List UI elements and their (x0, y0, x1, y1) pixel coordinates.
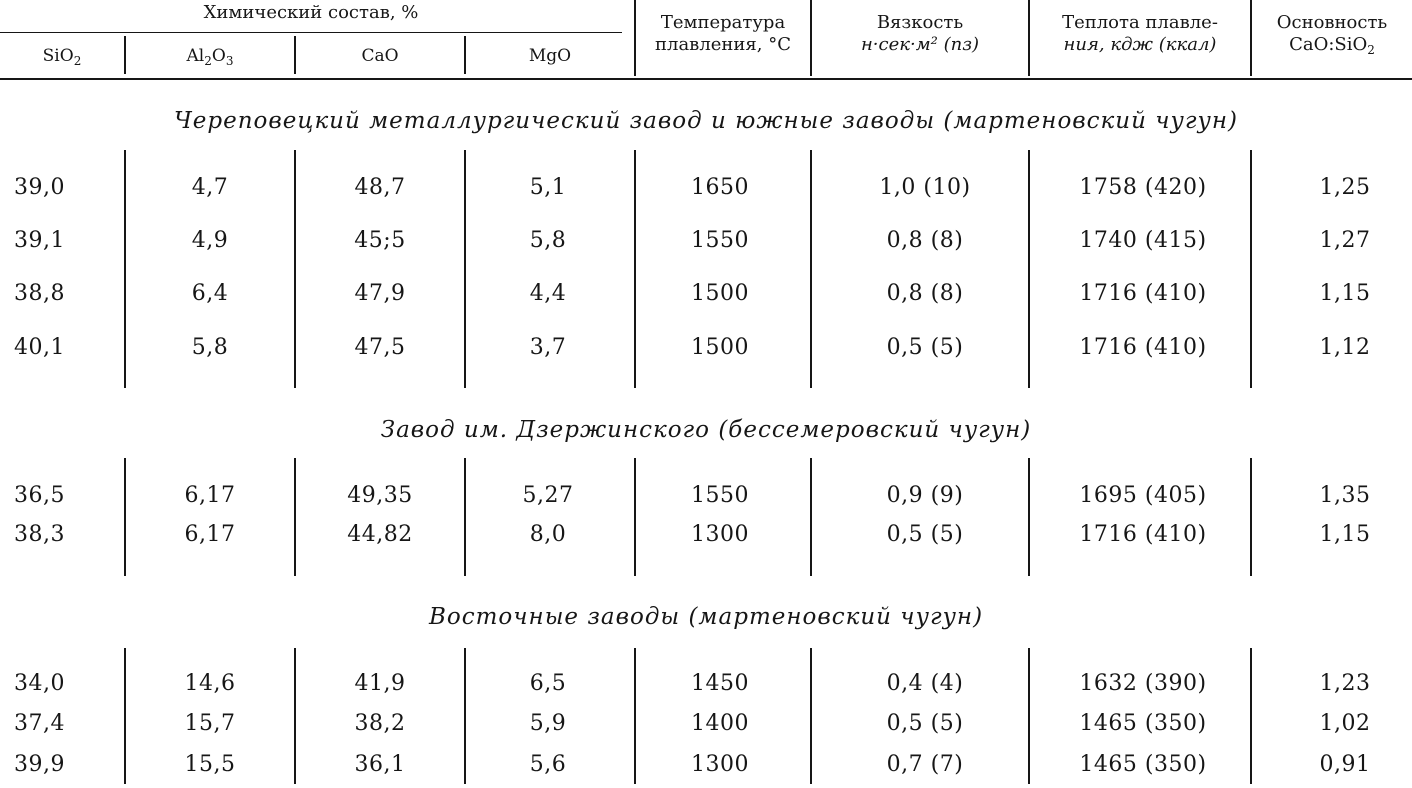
basic-label-line2: CaO:SiO (1289, 34, 1368, 55)
col-header-cao (296, 45, 464, 67)
table-cell-cao: 47,9 (354, 281, 406, 306)
table-cell-al2o3: 4,7 (191, 175, 229, 200)
cao-label: CaO (361, 46, 399, 66)
table-cell-al2o3: 15,7 (184, 711, 236, 736)
table-cell-basicity: 1,35 (1319, 483, 1371, 508)
col-header-mgo (466, 45, 634, 67)
table-cell-heat: 1465 (350) (1079, 752, 1207, 777)
table-cell-al2o3: 6,4 (191, 281, 229, 306)
table-cell-cao: 48,7 (354, 175, 406, 200)
table-cell-basicity: 1,27 (1319, 228, 1371, 253)
table-cell-mgo: 5,27 (522, 483, 574, 508)
table-cell-visc: 1,0 (10) (879, 175, 971, 200)
hdr-divider-5 (810, 0, 812, 76)
table-cell-temp: 1300 (691, 522, 749, 547)
table-cell-heat: 1716 (410) (1079, 281, 1207, 306)
table-cell-basicity: 1,02 (1319, 711, 1371, 736)
s2-divider-4 (634, 458, 636, 576)
al2o3-label-a: Al (186, 46, 205, 66)
hdr-divider-3 (464, 36, 466, 74)
s2-divider-6 (1028, 458, 1030, 576)
table-cell-sio2: 38,3 (14, 522, 65, 547)
chem-group-header (0, 2, 622, 24)
table-cell-al2o3: 5,8 (191, 335, 229, 360)
table-cell-al2o3: 4,9 (191, 228, 229, 253)
table-cell-heat: 1740 (415) (1079, 228, 1207, 253)
sio2-label: SiO (42, 46, 74, 66)
table-cell-mgo: 5,9 (529, 711, 567, 736)
table-cell-temp: 1550 (691, 228, 749, 253)
temp-label-line2: плавления, °С (655, 34, 791, 55)
hdr-divider-7 (1250, 0, 1252, 76)
table-cell-al2o3: 15,5 (184, 752, 236, 777)
table-cell-mgo: 5,8 (529, 228, 567, 253)
table-cell-basicity: 1,15 (1319, 281, 1371, 306)
table-cell-visc: 0,5 (5) (886, 335, 964, 360)
table-cell-visc: 0,5 (5) (886, 711, 964, 736)
s3-divider-6 (1028, 648, 1030, 784)
table-cell-cao: 49,35 (347, 483, 413, 508)
table-cell-mgo: 8,0 (529, 522, 567, 547)
table-cell-mgo: 3,7 (529, 335, 567, 360)
table-cell-sio2: 37,4 (14, 711, 65, 736)
table-cell-cao: 45;5 (354, 228, 406, 253)
table-cell-sio2: 36,5 (14, 483, 65, 508)
s1-divider-6 (1028, 150, 1030, 388)
header-bottom-rule (0, 78, 1412, 80)
al2o3-subscript-1: 2 (204, 54, 212, 68)
s1-divider-4 (634, 150, 636, 388)
table-cell-al2o3: 6,17 (184, 483, 236, 508)
table-cell-temp: 1500 (691, 281, 749, 306)
table-cell-visc: 0,8 (8) (886, 281, 964, 306)
s3-divider-2 (294, 648, 296, 784)
table-cell-cao: 47,5 (354, 335, 406, 360)
table-cell-al2o3: 6,17 (184, 522, 236, 547)
table-cell-visc: 0,8 (8) (886, 228, 964, 253)
s1-divider-2 (294, 150, 296, 388)
col-header-basicity (1252, 12, 1412, 57)
table-cell-sio2: 34,0 (14, 671, 65, 696)
table-cell-heat: 1758 (420) (1079, 175, 1207, 200)
table-cell-visc: 0,5 (5) (886, 522, 964, 547)
s2-divider-5 (810, 458, 812, 576)
table-cell-visc: 0,4 (4) (886, 671, 964, 696)
s3-divider-5 (810, 648, 812, 784)
hdr-divider-4 (634, 0, 636, 76)
table-cell-temp: 1550 (691, 483, 749, 508)
visc-label-line1: Вязкость (876, 12, 964, 33)
table-cell-sio2: 39,9 (14, 752, 65, 777)
table-cell-sio2: 38,8 (14, 281, 65, 306)
col-header-viscosity (812, 12, 1028, 56)
s3-divider-1 (124, 648, 126, 784)
header-subrule (0, 32, 622, 33)
table-cell-temp: 1650 (691, 175, 749, 200)
col-header-sio2 (0, 45, 124, 68)
table-cell-cao: 41,9 (354, 671, 406, 696)
col-header-temperature (636, 12, 810, 56)
visc-label-line2: н·сек·м² (пз) (860, 34, 980, 55)
table-cell-basicity: 1,23 (1319, 671, 1371, 696)
table-cell-temp: 1500 (691, 335, 749, 360)
table-cell-basicity: 1,25 (1319, 175, 1371, 200)
s2-divider-3 (464, 458, 466, 576)
section-title-3: Восточные заводы (мартеновский чугун) (428, 604, 984, 630)
table-cell-mgo: 4,4 (529, 281, 567, 306)
s3-divider-4 (634, 648, 636, 784)
table-cell-basicity: 1,15 (1319, 522, 1371, 547)
table-cell-temp: 1450 (691, 671, 749, 696)
table-cell-al2o3: 14,6 (184, 671, 236, 696)
s1-divider-7 (1250, 150, 1252, 388)
table-cell-cao: 44,82 (347, 522, 413, 547)
col-header-al2o3 (126, 45, 294, 68)
s1-divider-5 (810, 150, 812, 388)
table-cell-basicity: 1,12 (1319, 335, 1371, 360)
temp-label-line1: Температура (660, 12, 786, 33)
sio2-subscript: 2 (73, 54, 82, 68)
al2o3-subscript-2: 3 (225, 54, 234, 68)
table-cell-heat: 1465 (350) (1079, 711, 1207, 736)
s1-divider-1 (124, 150, 126, 388)
table-cell-heat: 1716 (410) (1079, 522, 1207, 547)
col-header-heat (1030, 12, 1250, 56)
table-cell-heat: 1695 (405) (1079, 483, 1207, 508)
table-cell-temp: 1300 (691, 752, 749, 777)
table-cell-mgo: 6,5 (529, 671, 567, 696)
s1-divider-3 (464, 150, 466, 388)
hdr-divider-2 (294, 36, 296, 74)
table-cell-heat: 1632 (390) (1079, 671, 1207, 696)
mgo-label: MgO (528, 46, 572, 66)
chem-group-label: Химический состав, % (203, 2, 419, 23)
table-cell-visc: 0,9 (9) (886, 483, 964, 508)
s2-divider-1 (124, 458, 126, 576)
basic-label-line1: Основность (1276, 12, 1388, 33)
table-cell-temp: 1400 (691, 711, 749, 736)
s3-divider-3 (464, 648, 466, 784)
s2-divider-2 (294, 458, 296, 576)
s2-divider-7 (1250, 458, 1252, 576)
section-title-2: Завод им. Дзержинского (бессемеровский чугун) (380, 417, 1032, 443)
al2o3-label-b: O (211, 46, 226, 66)
table-cell-cao: 38,2 (354, 711, 406, 736)
table-cell-sio2: 40,1 (14, 335, 65, 360)
hdr-divider-1 (124, 36, 126, 74)
basic-subscript: 2 (1367, 43, 1375, 57)
heat-label-line2: ния, кдж (ккал) (1063, 34, 1217, 55)
table-cell-mgo: 5,6 (529, 752, 567, 777)
table-cell-heat: 1716 (410) (1079, 335, 1207, 360)
section-title-1: Череповецкий металлургический завод и южные заводы (мартеновский чугун) (174, 108, 1238, 134)
s3-divider-7 (1250, 648, 1252, 784)
table-cell-mgo: 5,1 (529, 175, 567, 200)
table-cell-basicity: 0,91 (1319, 752, 1371, 777)
table-cell-sio2: 39,1 (14, 228, 65, 253)
hdr-divider-6 (1028, 0, 1030, 76)
table-cell-sio2: 39,0 (14, 175, 65, 200)
table-cell-visc: 0,7 (7) (886, 752, 964, 777)
table-cell-cao: 36,1 (354, 752, 406, 777)
heat-label-line1: Теплота плавле- (1062, 12, 1218, 33)
